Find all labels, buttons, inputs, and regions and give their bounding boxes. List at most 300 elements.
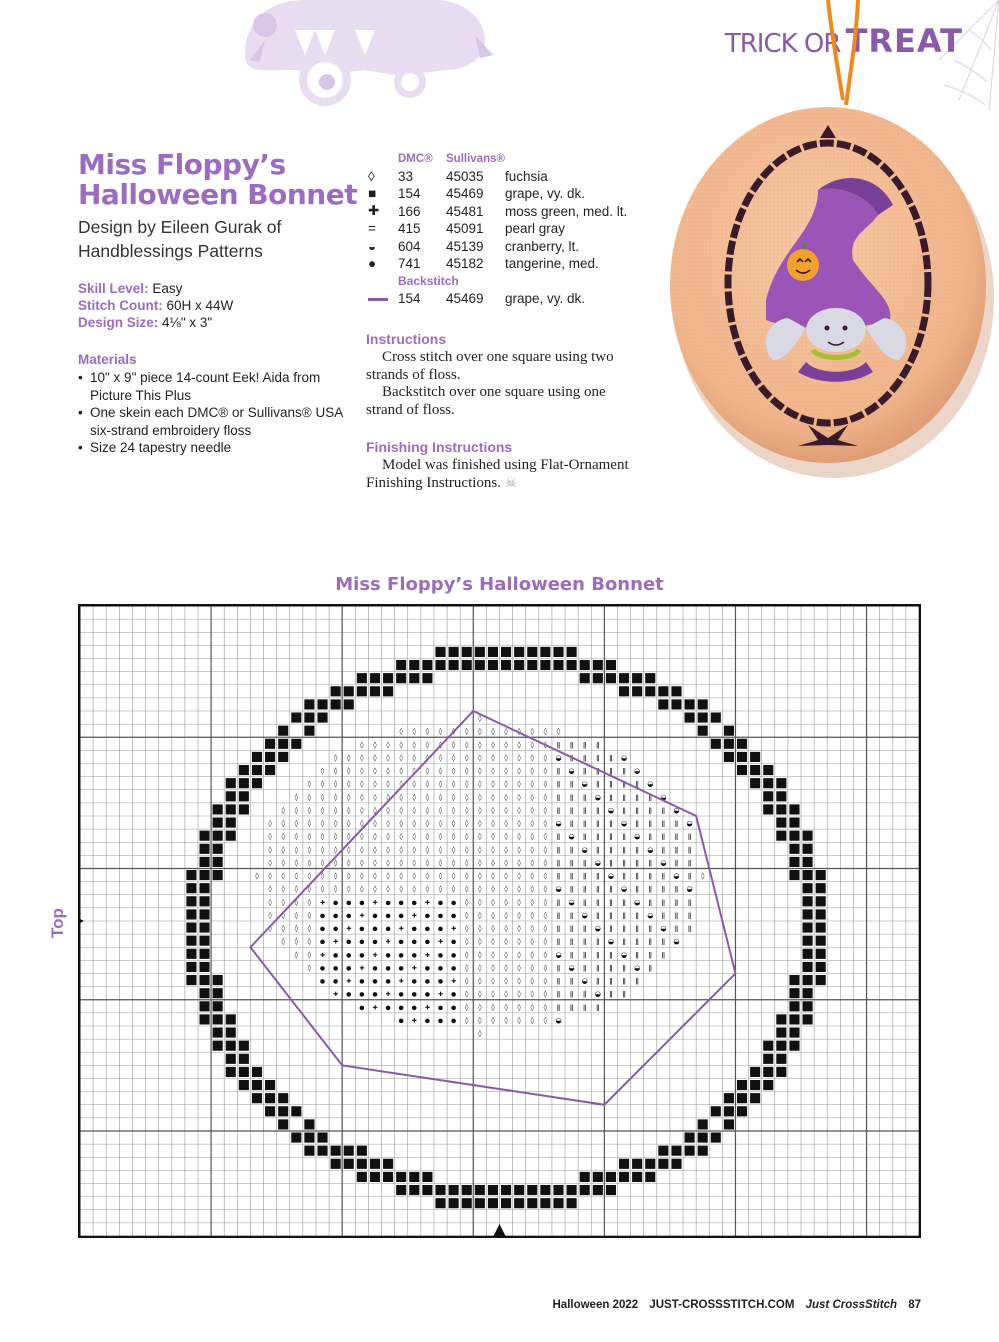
svg-text:ǁ: ǁ <box>596 963 600 972</box>
svg-text:✚: ✚ <box>398 925 404 933</box>
svg-text:◊: ◊ <box>464 793 469 802</box>
svg-text:◊: ◊ <box>478 806 482 815</box>
svg-text:◊: ◊ <box>399 872 403 881</box>
plus-symbol-icon: ✚ <box>368 203 380 219</box>
svg-text:ǁ: ǁ <box>556 780 561 789</box>
svg-text:ǁ: ǁ <box>582 832 587 841</box>
svg-text:◊: ◊ <box>517 937 521 946</box>
svg-text:◊: ◊ <box>399 753 403 762</box>
svg-text:◊: ◊ <box>294 872 299 881</box>
svg-text:◊: ◊ <box>451 885 456 894</box>
svg-text:◊: ◊ <box>543 937 548 946</box>
svg-text:◊: ◊ <box>360 819 364 828</box>
svg-text:◊: ◊ <box>491 753 495 762</box>
svg-text:◊: ◊ <box>543 819 548 828</box>
materials-item: • Size 24 tapestry needle <box>78 439 358 457</box>
svg-text:ǁ: ǁ <box>609 885 613 894</box>
svg-text:◊: ◊ <box>373 780 377 789</box>
svg-text:ǁ: ǁ <box>556 872 561 881</box>
svg-text:◊: ◊ <box>412 727 417 736</box>
svg-text:●: ● <box>372 991 378 999</box>
svg-text:◊: ◊ <box>530 727 535 736</box>
svg-text:ǁ: ǁ <box>687 898 692 907</box>
svg-text:ǁ: ǁ <box>674 924 679 933</box>
svg-text:◊: ◊ <box>333 806 338 815</box>
svg-text:ǁ: ǁ <box>596 911 600 920</box>
svg-text:●: ● <box>346 951 352 959</box>
svg-text:●: ● <box>411 991 417 999</box>
svg-text:●: ● <box>385 964 391 972</box>
svg-text:ǁ: ǁ <box>609 963 613 972</box>
svg-text:◊: ◊ <box>307 898 312 907</box>
svg-text:◊: ◊ <box>464 832 469 841</box>
svg-text:◊: ◊ <box>478 819 482 828</box>
svg-text:ǁ: ǁ <box>661 937 666 946</box>
svg-text:●: ● <box>346 964 352 972</box>
svg-text:ǁ: ǁ <box>569 1003 574 1012</box>
svg-text:◒: ◒ <box>673 872 680 881</box>
svg-text:◊: ◊ <box>412 885 417 894</box>
svg-text:✚: ✚ <box>359 964 365 972</box>
svg-text:◊: ◊ <box>320 780 325 789</box>
svg-text:✚: ✚ <box>320 899 326 907</box>
svg-text:◊: ◊ <box>491 911 495 920</box>
svg-text:◊: ◊ <box>464 1016 469 1025</box>
svg-text:●: ● <box>319 964 326 972</box>
svg-text:ǁ: ǁ <box>648 937 652 946</box>
svg-text:◊: ◊ <box>464 872 469 881</box>
svg-text:◊: ◊ <box>464 753 469 762</box>
svg-text:ǁ: ǁ <box>582 872 587 881</box>
backstitch-line-icon <box>368 298 388 301</box>
svg-text:ǁ: ǁ <box>674 911 679 920</box>
skill-level-value: Easy <box>152 281 183 296</box>
svg-text:◊: ◊ <box>360 767 364 776</box>
svg-text:ǁ: ǁ <box>635 793 639 802</box>
svg-text:◊: ◊ <box>386 819 390 828</box>
svg-text:ǁ: ǁ <box>609 819 613 828</box>
svg-text:ǁ: ǁ <box>596 872 600 881</box>
key-dmc: 741 <box>398 256 421 272</box>
svg-text:●: ● <box>372 925 378 933</box>
svg-text:◒: ◒ <box>581 977 588 986</box>
svg-text:●: ● <box>333 912 339 920</box>
svg-text:◊: ◊ <box>399 845 403 854</box>
svg-text:◊: ◊ <box>517 977 521 986</box>
footer-site: JUST-CROSSSTITCH.COM <box>649 1299 795 1311</box>
svg-text:◊: ◊ <box>307 885 312 894</box>
svg-text:ǁ: ǁ <box>556 990 561 999</box>
svg-text:◊: ◊ <box>530 1016 535 1025</box>
svg-text:◊: ◊ <box>373 832 377 841</box>
svg-text:◊: ◊ <box>294 950 299 959</box>
svg-text:◊: ◊ <box>307 924 312 933</box>
key-sullivans: 45035 <box>446 168 484 184</box>
svg-text:◊: ◊ <box>530 845 535 854</box>
svg-text:✚: ✚ <box>359 912 365 920</box>
svg-text:◊: ◊ <box>347 780 351 789</box>
svg-text:●: ● <box>437 1004 444 1012</box>
svg-text:◊: ◊ <box>517 1003 521 1012</box>
svg-text:ǁ: ǁ <box>596 898 600 907</box>
svg-text:◊: ◊ <box>333 793 338 802</box>
svg-text:◊: ◊ <box>281 911 285 920</box>
svg-text:◊: ◊ <box>491 845 495 854</box>
svg-text:◊: ◊ <box>347 885 351 894</box>
svg-text:◊: ◊ <box>268 924 272 933</box>
svg-text:●: ● <box>385 899 391 907</box>
svg-text:●: ● <box>398 951 404 959</box>
key-sullivans: 45469 <box>446 291 484 307</box>
svg-text:ǁ: ǁ <box>609 911 613 920</box>
finishing-section <box>366 439 636 492</box>
svg-text:ǁ: ǁ <box>582 819 587 828</box>
svg-text:ǁ: ǁ <box>582 990 587 999</box>
svg-text:◊: ◊ <box>504 977 508 986</box>
materials-item: • One skein each DMC® or Sullivans® USA six-strand embroidery floss <box>78 404 358 439</box>
svg-text:◊: ◊ <box>530 898 535 907</box>
svg-text:ǁ: ǁ <box>596 753 600 762</box>
svg-text:◊: ◊ <box>478 924 482 933</box>
svg-text:ǁ: ǁ <box>648 832 652 841</box>
key-color-name: grape, vy. dk. <box>504 186 586 202</box>
svg-text:●: ● <box>437 899 444 907</box>
svg-text:◊: ◊ <box>386 753 390 762</box>
svg-text:◊: ◊ <box>491 872 495 881</box>
svg-text:◊: ◊ <box>543 911 548 920</box>
svg-text:◊: ◊ <box>700 872 705 881</box>
svg-text:◊: ◊ <box>530 858 535 867</box>
svg-text:ǁ: ǁ <box>661 885 666 894</box>
svg-text:◊: ◊ <box>517 950 521 959</box>
svg-text:◊: ◊ <box>464 977 469 986</box>
svg-text:●: ● <box>437 978 444 986</box>
svg-text:✚: ✚ <box>437 938 444 946</box>
svg-text:◊: ◊ <box>399 793 403 802</box>
svg-text:◊: ◊ <box>464 819 469 828</box>
svg-text:●: ● <box>398 912 404 920</box>
svg-text:◊: ◊ <box>360 832 364 841</box>
svg-text:◊: ◊ <box>530 740 535 749</box>
svg-text:◊: ◊ <box>347 753 351 762</box>
svg-text:◊: ◊ <box>425 832 430 841</box>
svg-text:◒: ◒ <box>647 845 654 854</box>
svg-text:◊: ◊ <box>504 845 508 854</box>
svg-text:◊: ◊ <box>360 740 364 749</box>
svg-text:ǁ: ǁ <box>609 924 613 933</box>
svg-text:◊: ◊ <box>478 977 482 986</box>
svg-text:◊: ◊ <box>543 727 548 736</box>
svg-text:◊: ◊ <box>307 963 312 972</box>
svg-text:◊: ◊ <box>504 963 508 972</box>
svg-text:◒: ◒ <box>647 780 654 789</box>
instructions-section <box>366 331 636 419</box>
svg-text:◊: ◊ <box>386 858 390 867</box>
svg-text:◊: ◊ <box>543 767 548 776</box>
svg-text:ǁ: ǁ <box>556 740 561 749</box>
svg-text:◊: ◊ <box>517 753 521 762</box>
svg-text:●: ● <box>385 925 391 933</box>
svg-text:◊: ◊ <box>347 767 351 776</box>
svg-text:◊: ◊ <box>294 793 299 802</box>
svg-text:●: ● <box>424 938 431 946</box>
svg-text:◊: ◊ <box>464 898 469 907</box>
svg-text:◒: ◒ <box>647 911 654 920</box>
svg-text:ǁ: ǁ <box>622 963 626 972</box>
svg-text:◊: ◊ <box>425 872 430 881</box>
svg-text:◊: ◊ <box>543 990 548 999</box>
svg-text:◊: ◊ <box>464 767 469 776</box>
svg-text:◊: ◊ <box>268 832 272 841</box>
svg-text:●: ● <box>450 1004 457 1012</box>
svg-text:◊: ◊ <box>451 819 456 828</box>
svg-text:◊: ◊ <box>504 885 508 894</box>
svg-text:◊: ◊ <box>517 858 521 867</box>
svg-text:◊: ◊ <box>451 845 456 854</box>
svg-text:ǁ: ǁ <box>622 898 626 907</box>
svg-text:◊: ◊ <box>294 911 299 920</box>
svg-text:✚: ✚ <box>398 978 404 986</box>
svg-text:●: ● <box>398 899 404 907</box>
svg-text:●: ● <box>398 964 404 972</box>
svg-text:●: ● <box>424 991 431 999</box>
svg-text:◒: ◒ <box>634 963 641 972</box>
svg-text:◊: ◊ <box>268 885 272 894</box>
svg-text:◒: ◒ <box>594 858 601 867</box>
svg-text:ǁ: ǁ <box>648 885 652 894</box>
svg-text:◊: ◊ <box>438 819 443 828</box>
svg-text:ǁ: ǁ <box>609 845 613 854</box>
finishing-heading: Finishing Instructions <box>366 439 513 455</box>
svg-text:◊: ◊ <box>360 885 364 894</box>
svg-text:◊: ◊ <box>464 780 469 789</box>
svg-text:◊: ◊ <box>399 727 403 736</box>
svg-text:◊: ◊ <box>281 806 285 815</box>
svg-text:◊: ◊ <box>504 819 508 828</box>
svg-text:◊: ◊ <box>504 924 508 933</box>
svg-text:◊: ◊ <box>504 806 508 815</box>
svg-text:◊: ◊ <box>399 767 403 776</box>
svg-text:◊: ◊ <box>504 767 508 776</box>
svg-text:◊: ◊ <box>478 793 482 802</box>
svg-text:ǁ: ǁ <box>687 858 692 867</box>
svg-text:◊: ◊ <box>491 990 495 999</box>
svg-text:◒: ◒ <box>620 885 628 894</box>
svg-text:✚: ✚ <box>424 951 430 959</box>
svg-text:ǁ: ǁ <box>674 819 679 828</box>
key-color-name: pearl gray <box>504 221 566 237</box>
svg-text:◊: ◊ <box>464 845 469 854</box>
svg-text:◊: ◊ <box>386 740 390 749</box>
key-sullivans: 45091 <box>446 221 484 237</box>
svg-text:◊: ◊ <box>386 872 390 881</box>
svg-text:ǁ: ǁ <box>661 911 666 920</box>
svg-text:◊: ◊ <box>425 793 430 802</box>
key-row <box>366 220 627 238</box>
svg-text:◒: ◒ <box>568 898 575 907</box>
svg-text:◊: ◊ <box>307 911 312 920</box>
svg-text:ǁ: ǁ <box>661 872 666 881</box>
svg-text:◊: ◊ <box>478 780 482 789</box>
svg-text:◊: ◊ <box>268 858 272 867</box>
svg-text:◊: ◊ <box>412 845 417 854</box>
svg-text:◒: ◒ <box>568 832 575 841</box>
backstitch-row <box>366 290 627 308</box>
svg-text:ǁ: ǁ <box>674 858 679 867</box>
svg-text:ǁ: ǁ <box>596 937 600 946</box>
svg-text:◊: ◊ <box>543 1003 548 1012</box>
svg-text:◊: ◊ <box>543 753 548 762</box>
svg-text:◊: ◊ <box>307 806 312 815</box>
svg-text:ǁ: ǁ <box>556 977 561 986</box>
svg-text:ǁ: ǁ <box>556 832 561 841</box>
stitch-count-row <box>78 297 233 314</box>
svg-text:◊: ◊ <box>478 937 482 946</box>
svg-text:◊: ◊ <box>399 740 403 749</box>
brand-treat-text: TREAT <box>845 22 963 60</box>
svg-text:◒: ◒ <box>555 950 562 959</box>
svg-text:◊: ◊ <box>517 898 521 907</box>
svg-text:◊: ◊ <box>399 819 403 828</box>
svg-text:◊: ◊ <box>517 911 521 920</box>
svg-text:◊: ◊ <box>347 845 351 854</box>
svg-text:◊: ◊ <box>307 819 312 828</box>
svg-text:◊: ◊ <box>373 872 377 881</box>
svg-text:◊: ◊ <box>504 793 508 802</box>
svg-text:◊: ◊ <box>451 767 456 776</box>
svg-text:◊: ◊ <box>504 832 508 841</box>
svg-text:ǁ: ǁ <box>582 1003 587 1012</box>
svg-text:ǁ: ǁ <box>635 872 639 881</box>
svg-text:✚: ✚ <box>411 964 417 972</box>
svg-text:●: ● <box>437 1017 444 1025</box>
svg-text:ǁ: ǁ <box>569 753 574 762</box>
svg-text:◊: ◊ <box>543 793 548 802</box>
svg-text:◊: ◊ <box>281 885 285 894</box>
svg-text:ǁ: ǁ <box>569 872 574 881</box>
svg-text:●: ● <box>359 951 365 959</box>
svg-text:◒: ◒ <box>620 753 628 762</box>
svg-text:◒: ◒ <box>568 963 575 972</box>
svg-text:ǁ: ǁ <box>635 911 639 920</box>
svg-text:◊: ◊ <box>451 872 456 881</box>
svg-text:ǁ: ǁ <box>648 950 652 959</box>
dot-symbol-icon: ● <box>368 256 377 272</box>
svg-text:◊: ◊ <box>478 911 482 920</box>
svg-text:ǁ: ǁ <box>582 950 587 959</box>
svg-text:◊: ◊ <box>491 832 495 841</box>
svg-text:ǁ: ǁ <box>674 845 679 854</box>
svg-text:◊: ◊ <box>412 753 417 762</box>
svg-text:◊: ◊ <box>478 858 482 867</box>
svg-text:◊: ◊ <box>399 858 403 867</box>
svg-text:◊: ◊ <box>543 806 548 815</box>
svg-text:●: ● <box>437 951 444 959</box>
svg-text:◊: ◊ <box>294 885 299 894</box>
svg-text:◊: ◊ <box>491 977 495 986</box>
svg-text:◊: ◊ <box>478 990 482 999</box>
svg-text:◊: ◊ <box>464 911 469 920</box>
svg-text:◊: ◊ <box>530 885 535 894</box>
svg-text:ǁ: ǁ <box>622 858 626 867</box>
svg-text:ǁ: ǁ <box>648 898 652 907</box>
svg-text:ǁ: ǁ <box>609 780 613 789</box>
svg-text:◊: ◊ <box>543 845 548 854</box>
svg-text:◊: ◊ <box>333 872 338 881</box>
svg-text:◊: ◊ <box>438 885 443 894</box>
svg-text:◒: ◒ <box>581 780 588 789</box>
key-dmc: 604 <box>398 238 421 254</box>
svg-text:◊: ◊ <box>307 872 312 881</box>
svg-text:◊: ◊ <box>438 872 443 881</box>
svg-text:◊: ◊ <box>504 1016 508 1025</box>
svg-text:◊: ◊ <box>464 740 469 749</box>
svg-text:◊: ◊ <box>412 806 417 815</box>
svg-text:ǁ: ǁ <box>674 885 679 894</box>
svg-text:◊: ◊ <box>491 963 495 972</box>
svg-text:◊: ◊ <box>307 832 312 841</box>
svg-text:◊: ◊ <box>373 806 377 815</box>
svg-text:◊: ◊ <box>491 727 495 736</box>
svg-text:ǁ: ǁ <box>674 898 679 907</box>
svg-text:ǁ: ǁ <box>687 911 692 920</box>
svg-text:ǁ: ǁ <box>609 898 613 907</box>
svg-text:◊: ◊ <box>491 806 495 815</box>
svg-text:ǁ: ǁ <box>622 845 626 854</box>
svg-text:●: ● <box>437 964 444 972</box>
svg-text:◊: ◊ <box>530 767 535 776</box>
instructions-paragraph: Backstitch over one square using one strand of floss. <box>366 384 606 418</box>
instructions-paragraph: Cross stitch over one square using two strands of floss. <box>366 349 614 383</box>
svg-text:◊: ◊ <box>451 753 456 762</box>
svg-text:ǁ: ǁ <box>635 806 639 815</box>
svg-text:●: ● <box>359 978 365 986</box>
svg-text:ǁ: ǁ <box>582 898 587 907</box>
svg-text:◊: ◊ <box>464 963 469 972</box>
svg-text:◊: ◊ <box>517 845 521 854</box>
svg-text:◊: ◊ <box>294 832 299 841</box>
instructions-heading: Instructions <box>366 331 447 347</box>
svg-text:ǁ: ǁ <box>569 740 574 749</box>
svg-text:◊: ◊ <box>373 740 377 749</box>
svg-text:ǁ: ǁ <box>582 806 587 815</box>
svg-text:ǁ: ǁ <box>635 924 639 933</box>
svg-text:◊: ◊ <box>412 740 417 749</box>
svg-text:ǁ: ǁ <box>609 858 613 867</box>
svg-text:◊: ◊ <box>491 950 495 959</box>
svg-text:◊: ◊ <box>530 780 535 789</box>
svg-text:◒: ◒ <box>581 911 588 920</box>
svg-text:●: ● <box>437 912 444 920</box>
svg-text:◊: ◊ <box>268 819 272 828</box>
svg-text:◊: ◊ <box>360 872 364 881</box>
svg-text:✚: ✚ <box>346 978 352 986</box>
svg-text:✚: ✚ <box>333 991 339 999</box>
svg-text:ǁ: ǁ <box>569 990 574 999</box>
svg-text:ǁ: ǁ <box>648 924 652 933</box>
svg-text:●: ● <box>385 978 391 986</box>
svg-text:◒: ◒ <box>594 793 601 802</box>
svg-text:◊: ◊ <box>333 885 338 894</box>
svg-text:◒: ◒ <box>634 898 641 907</box>
svg-text:ǁ: ǁ <box>582 753 587 762</box>
svg-text:◊: ◊ <box>281 832 285 841</box>
svg-text:◊: ◊ <box>517 740 521 749</box>
svg-text:◊: ◊ <box>307 858 312 867</box>
svg-text:ǁ: ǁ <box>569 885 574 894</box>
svg-text:✚: ✚ <box>424 1004 430 1012</box>
svg-text:◊: ◊ <box>333 767 338 776</box>
